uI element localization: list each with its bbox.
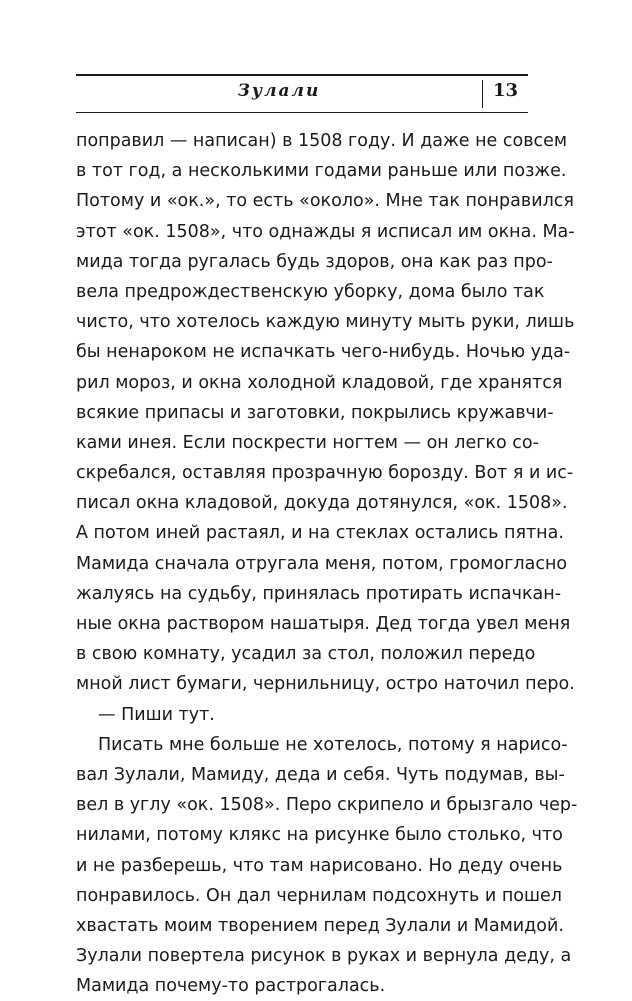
- running-header: [76, 74, 528, 114]
- text-line: писал окна кладовой, докуда дотянулся, «ок. 1508».: [76, 493, 568, 514]
- text-line: бы ненароком не испачкать чего-нибудь. Ночью уда-: [76, 342, 571, 363]
- text-line: мида тогда ругалась будь здоров, она как раз про-: [76, 251, 553, 272]
- header-bottom-rule: [76, 112, 528, 113]
- text-line: хвастать моим творением перед Зулали и Мамидой.: [76, 915, 564, 936]
- text-line: Зулали повертела рисунок в руках и вернула деду, а: [76, 946, 572, 967]
- text-line: Мамида почему-то растрогалась.: [76, 976, 386, 997]
- text-line: в свою комнату, усадил за стол, положил передо: [76, 644, 536, 665]
- text-line: чисто, что хотелось каждую минуту мыть руки, лишь: [76, 312, 575, 333]
- header-top-rule: [76, 74, 528, 76]
- text-line: скребался, оставляя прозрачную борозду. Вот я и ис-: [76, 463, 574, 484]
- text-line: этот «ок. 1508», что однажды я исписал им окна. Ма-: [76, 221, 575, 242]
- paragraph-first-line: Писать мне больше не хотелось, потому я нарисо-: [98, 734, 568, 755]
- text-line: мной лист бумаги, чернильницу, остро наточил перо.: [76, 674, 575, 695]
- text-line: понравилось. Он дал чернилам подсохнуть и пошел: [76, 885, 562, 906]
- text-line: рил мороз, и окна холодной кладовой, где хранятся: [76, 372, 563, 393]
- text-line: жалуясь на судьбу, принялась протирать испачкан-: [76, 583, 562, 604]
- text-line: ками инея. Если поскрести ногтем — он легко со-: [76, 432, 539, 453]
- text-line: вела предрождественскую уборку, дома было так: [76, 281, 545, 302]
- text-line: и не разберешь, что там нарисовано. Но деду очень: [76, 855, 563, 876]
- text-line: Потому и «ок.», то есть «около». Мне так понравился: [76, 191, 574, 212]
- text-line: нилами, потому клякс на рисунке было столько, что: [76, 825, 563, 846]
- text-line: вел в углу «ок. 1508». Перо скрипело и брызгало чер-: [76, 795, 578, 816]
- text-line: поправил — написан) в 1508 году. И даже не совсем: [76, 131, 568, 151]
- running-title: Зулали: [237, 81, 321, 101]
- text-line: ные окна раствором нашатыря. Дед тогда увел меня: [76, 614, 571, 634]
- body-text: [76, 126, 578, 1001]
- dialogue-line: — Пиши тут.: [98, 704, 215, 725]
- text-line: вал Зулали, Мамиду, деда и себя. Чуть подумав, вы-: [76, 764, 565, 785]
- text-line: в тот год, а несколькими годами раньше или позже.: [76, 161, 567, 182]
- text-line: Мамида сначала отругала меня, потом, громогласно: [76, 553, 568, 574]
- text-line: всякие припасы и заготовки, покрылись кружавчи-: [76, 402, 554, 423]
- page-number: 13: [492, 80, 519, 101]
- text-line: А потом иней растаял, и на стеклах остались пятна.: [76, 523, 564, 544]
